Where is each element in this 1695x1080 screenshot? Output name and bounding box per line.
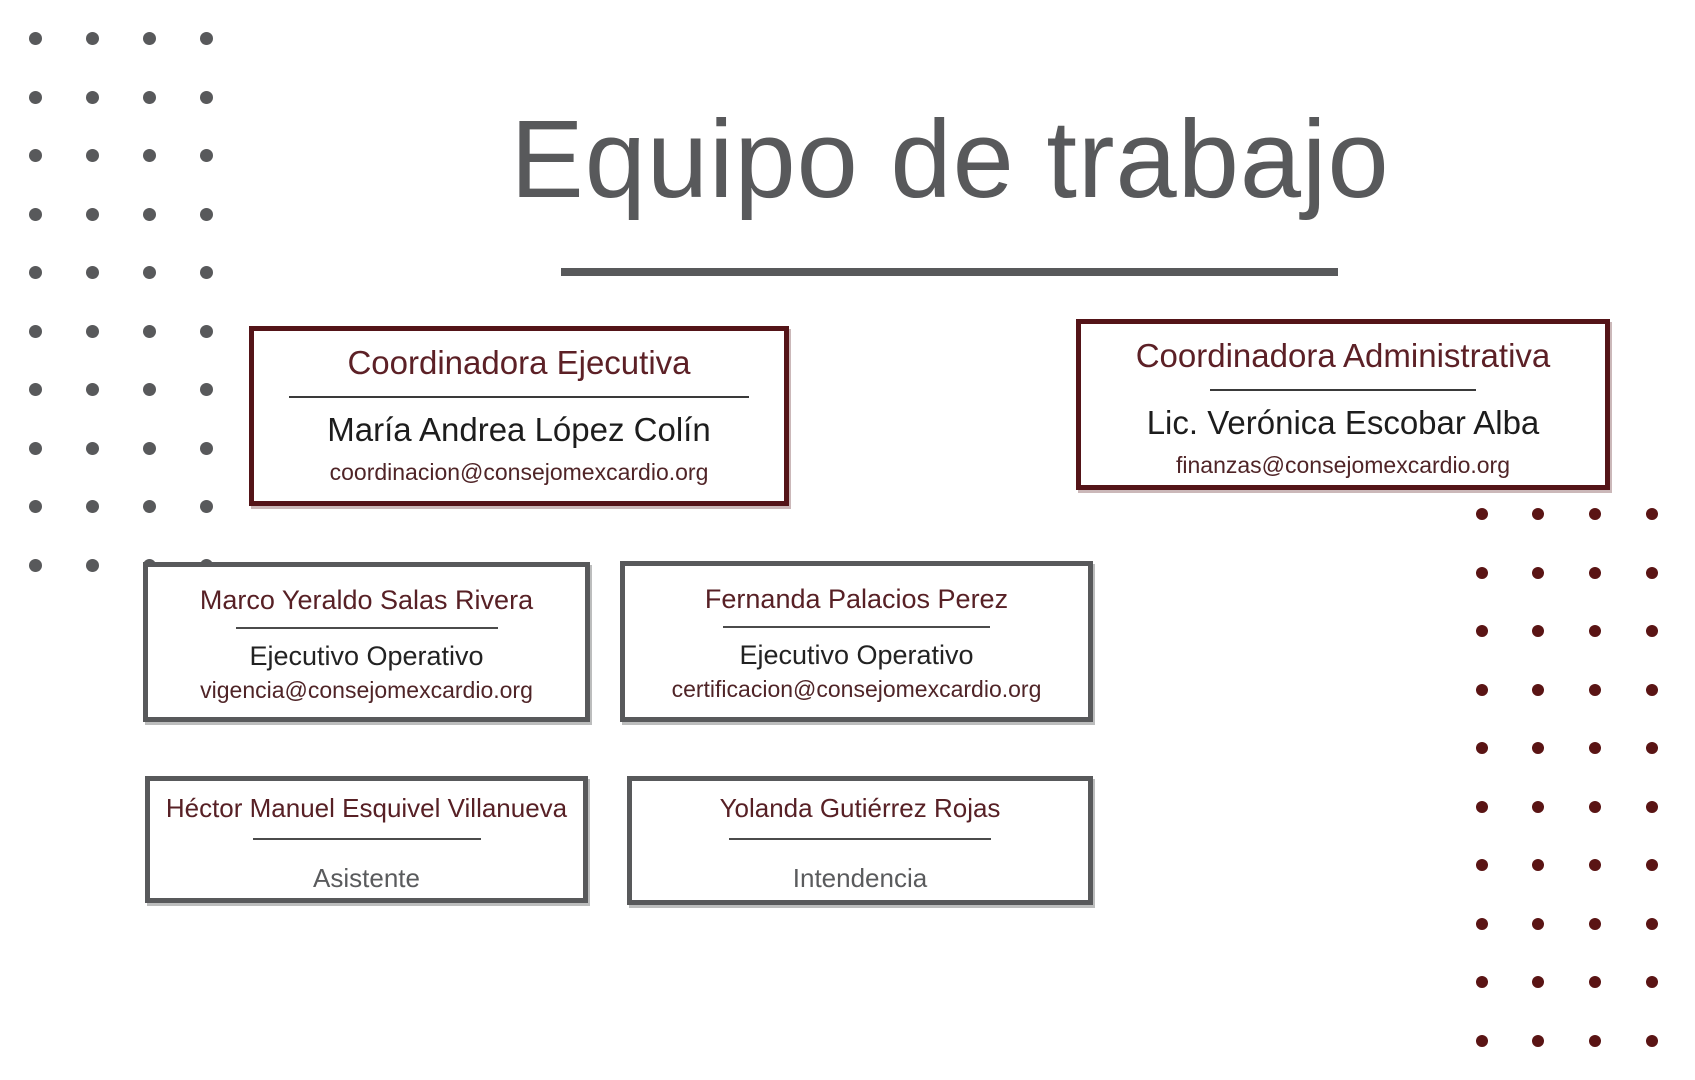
dot-maroon bbox=[1646, 684, 1658, 696]
card-email: certificacion@consejomexcardio.org bbox=[671, 676, 1042, 702]
dot-maroon bbox=[1532, 684, 1544, 696]
dot-maroon bbox=[1589, 625, 1601, 637]
dot-maroon bbox=[1532, 508, 1544, 520]
dot-gray bbox=[29, 91, 42, 104]
dot-gray bbox=[143, 266, 156, 279]
dot-maroon bbox=[1646, 859, 1658, 871]
dot-maroon bbox=[1476, 976, 1488, 988]
card-email: finanzas@consejomexcardio.org bbox=[1175, 452, 1511, 478]
card-divider bbox=[723, 626, 990, 628]
dot-gray bbox=[143, 91, 156, 104]
staff-card-yolanda bbox=[627, 776, 1093, 905]
card-person-name: Lic. Verónica Escobar Alba bbox=[1146, 404, 1540, 441]
card-email: vigencia@consejomexcardio.org bbox=[200, 677, 533, 703]
staff-card-hector bbox=[145, 776, 588, 903]
card-role-heading: Coordinadora Administrativa bbox=[1135, 337, 1551, 374]
dot-gray bbox=[86, 442, 99, 455]
dot-gray bbox=[143, 32, 156, 45]
dot-gray bbox=[143, 149, 156, 162]
dot-maroon bbox=[1532, 976, 1544, 988]
dot-maroon bbox=[1532, 567, 1544, 579]
dot-gray bbox=[29, 383, 42, 396]
dot-maroon bbox=[1476, 684, 1488, 696]
dot-maroon bbox=[1646, 742, 1658, 754]
dot-gray bbox=[86, 559, 99, 572]
card-role-heading: Coordinadora Ejecutiva bbox=[347, 344, 691, 381]
card-person-name: Héctor Manuel Esquivel Villanueva bbox=[165, 793, 568, 823]
dot-maroon bbox=[1646, 976, 1658, 988]
dot-gray bbox=[29, 266, 42, 279]
card-person-name: Fernanda Palacios Perez bbox=[704, 584, 1009, 614]
dot-maroon bbox=[1532, 625, 1544, 637]
card-divider bbox=[236, 627, 498, 629]
dot-maroon bbox=[1589, 742, 1601, 754]
dot-gray bbox=[200, 149, 213, 162]
dot-gray bbox=[200, 383, 213, 396]
dot-gray bbox=[86, 32, 99, 45]
dot-maroon bbox=[1532, 1035, 1544, 1047]
dot-gray bbox=[86, 149, 99, 162]
dot-maroon bbox=[1476, 918, 1488, 930]
card-person-name: María Andrea López Colín bbox=[327, 411, 711, 448]
dot-maroon bbox=[1589, 508, 1601, 520]
dot-gray bbox=[143, 383, 156, 396]
dot-maroon bbox=[1589, 859, 1601, 871]
dot-maroon bbox=[1476, 625, 1488, 637]
dot-maroon bbox=[1589, 1035, 1601, 1047]
dot-gray bbox=[200, 32, 213, 45]
dot-gray bbox=[200, 325, 213, 338]
dot-maroon bbox=[1646, 918, 1658, 930]
coordinator-card-executive bbox=[249, 326, 789, 506]
dot-maroon bbox=[1476, 1035, 1488, 1047]
dot-gray bbox=[86, 91, 99, 104]
dot-gray bbox=[29, 500, 42, 513]
dot-maroon bbox=[1476, 742, 1488, 754]
dot-gray bbox=[29, 325, 42, 338]
staff-card-marco bbox=[143, 562, 590, 722]
dot-gray bbox=[143, 208, 156, 221]
dot-maroon bbox=[1476, 567, 1488, 579]
title-underline bbox=[561, 268, 1338, 276]
dot-maroon bbox=[1476, 801, 1488, 813]
dot-gray bbox=[200, 500, 213, 513]
card-role: Intendencia bbox=[792, 863, 928, 893]
dot-maroon bbox=[1476, 508, 1488, 520]
dot-gray bbox=[86, 208, 99, 221]
card-divider bbox=[289, 396, 749, 398]
dot-gray bbox=[29, 559, 42, 572]
dot-maroon bbox=[1532, 918, 1544, 930]
dot-gray bbox=[86, 383, 99, 396]
dot-gray bbox=[29, 32, 42, 45]
card-role: Asistente bbox=[313, 863, 420, 893]
dot-gray bbox=[29, 442, 42, 455]
dot-gray bbox=[143, 442, 156, 455]
dot-gray bbox=[86, 325, 99, 338]
dot-maroon bbox=[1589, 801, 1601, 813]
dot-maroon bbox=[1646, 801, 1658, 813]
dot-gray bbox=[86, 500, 99, 513]
dot-gray bbox=[200, 266, 213, 279]
dot-maroon bbox=[1476, 859, 1488, 871]
dot-gray bbox=[200, 442, 213, 455]
dot-gray bbox=[200, 208, 213, 221]
dot-maroon bbox=[1589, 918, 1601, 930]
staff-card-fernanda bbox=[620, 561, 1093, 722]
dot-maroon bbox=[1589, 684, 1601, 696]
card-divider bbox=[1210, 389, 1476, 391]
card-person-name: Yolanda Gutiérrez Rojas bbox=[719, 793, 1001, 823]
dot-maroon bbox=[1646, 567, 1658, 579]
card-role: Ejecutivo Operativo bbox=[739, 640, 974, 670]
dot-gray bbox=[143, 325, 156, 338]
dot-gray bbox=[200, 91, 213, 104]
dot-maroon bbox=[1532, 801, 1544, 813]
dot-maroon bbox=[1589, 567, 1601, 579]
card-role: Ejecutivo Operativo bbox=[249, 641, 484, 671]
dot-maroon bbox=[1532, 859, 1544, 871]
dot-maroon bbox=[1589, 976, 1601, 988]
coordinator-card-administrative bbox=[1076, 319, 1610, 490]
dot-gray bbox=[29, 149, 42, 162]
dot-maroon bbox=[1532, 742, 1544, 754]
card-email: coordinacion@consejomexcardio.org bbox=[329, 459, 709, 485]
dot-gray bbox=[29, 208, 42, 221]
dot-maroon bbox=[1646, 1035, 1658, 1047]
card-person-name: Marco Yeraldo Salas Rivera bbox=[199, 585, 534, 615]
page-title: Equipo de trabajo bbox=[510, 98, 1390, 221]
dot-gray bbox=[143, 500, 156, 513]
dot-gray bbox=[86, 266, 99, 279]
card-divider bbox=[729, 838, 991, 840]
card-divider bbox=[253, 838, 481, 840]
dot-maroon bbox=[1646, 508, 1658, 520]
dot-maroon bbox=[1646, 625, 1658, 637]
